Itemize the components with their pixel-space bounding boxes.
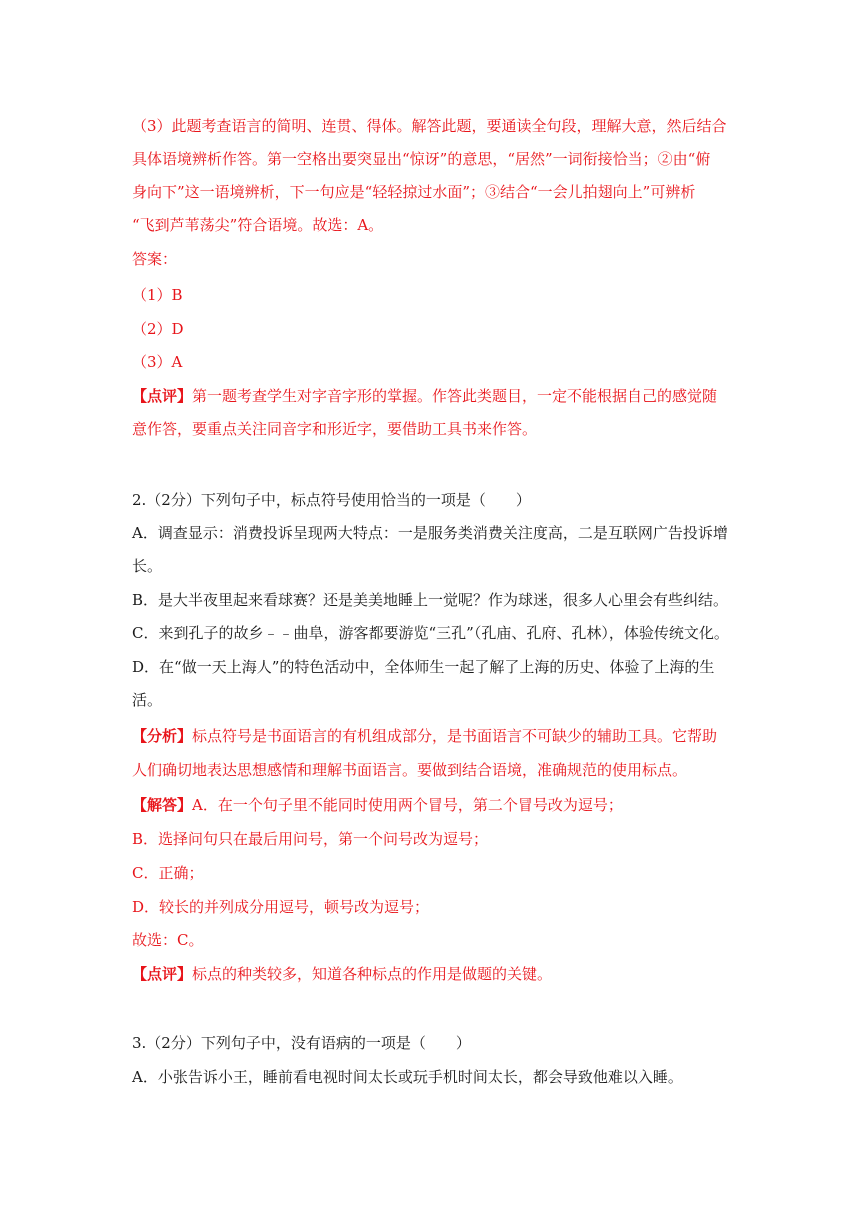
solution-2-line-3: C．正确； (132, 864, 204, 882)
analysis-tag: 【分析】 (132, 727, 193, 745)
comment-2 (132, 964, 552, 984)
question-2-option-a-line-1: A．调查显示：消费投诉呈现两大特点：一是服务类消费关注度高，二是互联网广告投诉增 (132, 524, 728, 542)
comment-2-text: 标点的种类较多，知道各种标点的作用是做题的关键。 (192, 965, 553, 983)
analysis-2-line-1 (132, 726, 717, 746)
analysis-3-line-3: 身向下”这一语境辨析，下一句应是“轻轻掠过水面”；③结合“一会儿拍翅向上”可辨析 (132, 183, 696, 201)
comment-1-line-1 (132, 386, 717, 406)
question-3-stem: 3.（2分）下列句子中，没有语病的一项是（ ） (132, 1034, 471, 1052)
solution-2-line-2: B．选择问句只在最后用问号，第一个问号改为逗号； (132, 830, 489, 848)
comment-tag: 【点评】 (132, 387, 193, 405)
answer-2: （2）D (132, 320, 184, 338)
solution-2-line-1 (132, 795, 623, 815)
solution-2-line-4: D．较长的并列成分用逗号，顿号改为逗号； (132, 898, 430, 916)
question-2-option-d-line-2: 活。 (132, 691, 163, 709)
question-2-stem: 2.（2分）下列句子中，标点符号使用恰当的一项是（ ） (132, 491, 531, 509)
comment-2-tag: 【点评】 (132, 965, 193, 983)
question-3-option-a: A．小张告诉小王，睡前看电视时间太长或玩手机时间太长，都会导致他难以入睡。 (132, 1068, 683, 1086)
analysis-2-line-2: 人们确切地表达思想感情和理解书面语言。要做到结合语境，准确规范的使用标点。 (132, 761, 688, 779)
solution-2-line-5: 故选：C。 (132, 931, 204, 949)
analysis-3-line-1: （3）此题考查语言的简明、连贯、得体。解答此题，要通读全句段，理解大意，然后结合 (132, 117, 727, 135)
answer-label: 答案： (132, 250, 178, 268)
question-2-option-d-line-1: D．在“做一天上海人”的特色活动中，全体师生一起了解了上海的历史、体验了上海的生 (132, 658, 715, 676)
comment-text: 第一题考查学生对字音字形的掌握。作答此类题目，一定不能根据自己的感觉随 (192, 387, 718, 405)
analysis-3-line-4: “飞到芦苇荡尖”符合语境。故选：A。 (132, 216, 384, 234)
question-2-option-a-line-2: 长。 (132, 557, 163, 575)
comment-1-line-2: 意作答，要重点关注同音字和形近字，要借助工具书来作答。 (132, 420, 538, 438)
answer-1: （1）B (132, 286, 183, 304)
question-2-option-b: B．是大半夜里起来看球赛？还是美美地睡上一觉呢？作为球迷，很多人心里会有些纠结。 (132, 591, 729, 609)
analysis-3-line-2: 具体语境辨析作答。第一空格出要突显出“惊讶”的意思，“居然”一词衔接恰当；②由“俯 (132, 150, 711, 168)
answer-3: （3）A (132, 353, 183, 371)
solution-text: A．在一个句子里不能同时使用两个冒号，第二个冒号改为逗号； (192, 796, 623, 814)
question-2-option-c: C．来到孔子的故乡﹣﹣曲阜，游客都要游览“三孔”（孔庙、孔府、孔林），体验传统文化。 (132, 624, 729, 642)
analysis-text: 标点符号是书面语言的有机组成部分，是书面语言不可缺少的辅助工具。它帮助 (192, 727, 718, 745)
solution-tag: 【解答】 (132, 796, 193, 814)
